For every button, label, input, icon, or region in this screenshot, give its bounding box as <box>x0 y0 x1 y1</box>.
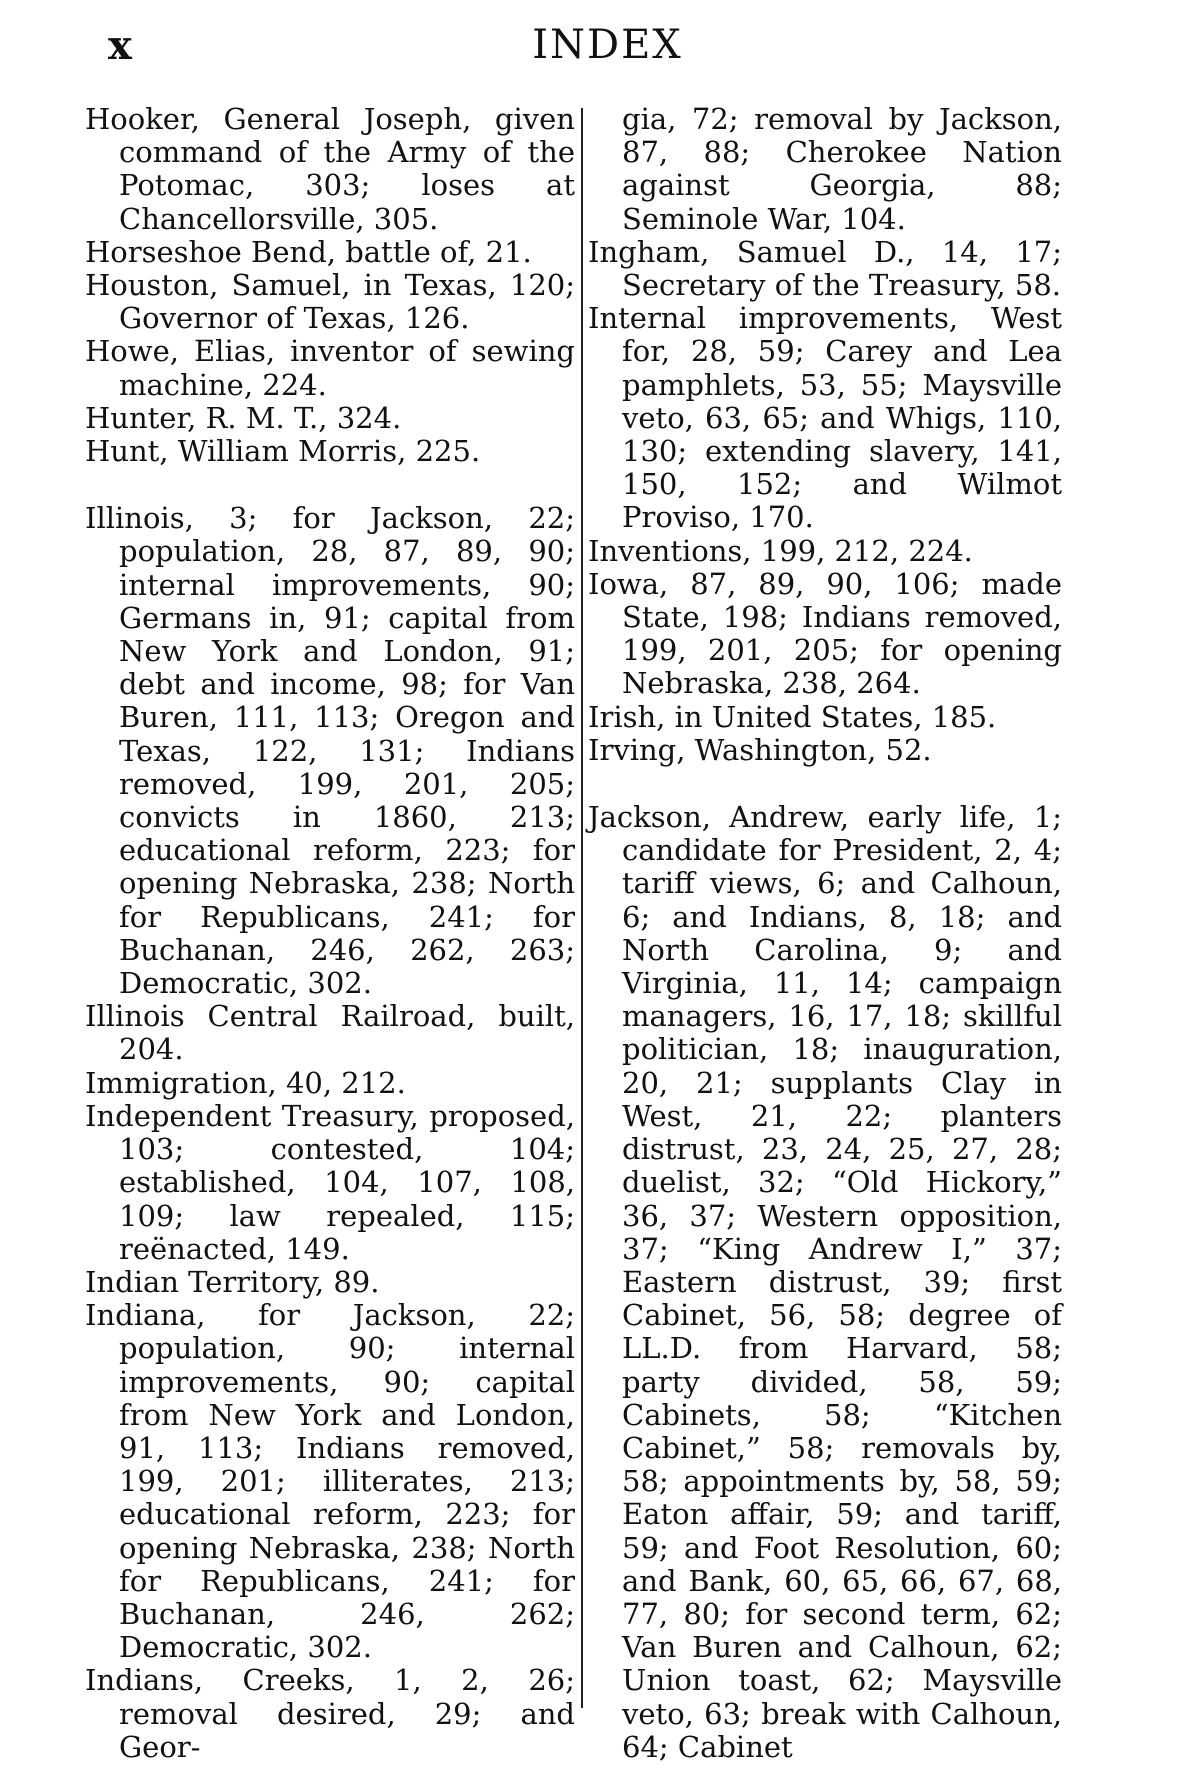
page-title: INDEX <box>532 22 683 68</box>
letter-gap <box>588 767 1062 801</box>
index-entry: Howe, Elias, inventor of sewing machine, 224. <box>85 334 575 402</box>
index-entry: Hunter, R. M. T., 324. <box>85 400 402 435</box>
index-entry: Illinois Central Railroad, built, 204. <box>85 999 575 1067</box>
index-entry: Irish, in United States, 185. <box>588 699 997 734</box>
index-entry: Jackson, Andrew, early life, 1; candidate for President, 2, 4; tariff views, 6; and Calhoun, 6; and Indians, 8, 18; and North Carolina, 9; and Virginia, 11, 14; campaign managers, 16, 17, 18; skillful politician, 18; inauguration, 20, 21; supplants Clay in West, 21, 22; planters distrust, 23, 24, 25, 27, 28; duelist, 32; “Old Hickory,” 36, 37; Western opposition, 37; “King Andrew I,” 37; Eastern distrust, 39; first Cabinet, 56, 58; degree of LL.D. from Harvard, 58; party divided, 58, 59; Cabinets, 58; “Kitchen Cabinet,” 58; removals by, 58; appointments by, 58, 59; Eaton affair, 59; and tariff, 59; and Foot Resolution, 60; and Bank, 60, 65, 66, 67, 68, 77, 80; for second term, 62; Van Buren and Calhoun, 62; Union toast, 62; Maysville veto, 63; break with Calhoun, 64; Cabinet <box>588 800 1062 1764</box>
index-entry: Indian Territory, 89. <box>85 1264 380 1299</box>
index-entry: Hunt, William Morris, 225. <box>85 434 481 469</box>
index-entry: Hooker, General Joseph, given command of the Army of the Potomac, 303; loses at Chancellorsville, 305. <box>85 102 575 236</box>
index-entry: Iowa, 87, 89, 90, 106; made State, 198; Indians removed, 199, 201, 205; for opening Nebraska, 238, 264. <box>588 566 1062 701</box>
index-column-right <box>588 103 1062 1764</box>
page-number: x <box>108 22 132 69</box>
index-entry: Internal improvements, West for, 28, 59; Carey and Lea pamphlets, 53, 55; Maysville veto, 63, 65; and Whigs, 110, 130; extending slavery, 141, 150, 152; and Wilmot Proviso, 170. <box>588 301 1062 535</box>
index-entry-continued: gia, 72; removal by Jackson, 87, 88; Cherokee Nation against Georgia, 88; Seminole War, 104. <box>622 102 1062 236</box>
index-column-left <box>85 103 575 1764</box>
column-divider <box>581 108 583 1708</box>
index-entry: Indians, Creeks, 1, 2, 26; removal desired, 29; and Geor- <box>85 1663 575 1764</box>
index-entry: Irving, Washington, 52. <box>588 732 932 767</box>
index-entry: Houston, Samuel, in Texas, 120; Governor of Texas, 126. <box>85 268 575 336</box>
index-entry: Independent Treasury, proposed, 103; contested, 104; established, 104, 107, 108, 109; law repealed, 115; reënacted, 149. <box>85 1098 575 1266</box>
index-entry: Horseshoe Bend, battle of, 21. <box>85 234 532 269</box>
index-entry: Ingham, Samuel D., 14, 17; Secretary of the Treasury, 58. <box>588 234 1062 303</box>
index-entry: Immigration, 40, 212. <box>85 1065 406 1100</box>
letter-gap <box>85 468 575 502</box>
index-entry: Indiana, for Jackson, 22; population, 90; internal improvements, 90; capital from New York and London, 91, 113; Indians removed, 199, 201; illiterates, 213; educational reform, 223; for opening Nebraska, 238; North for Republicans, 241; for Buchanan, 246, 262; Democratic, 302. <box>85 1298 575 1665</box>
index-entry: Illinois, 3; for Jackson, 22; population, 28, 87, 89, 90; internal improvements, 90; Germans in, 91; capital from New York and London, 91; debt and income, 98; for Van Buren, 111, 113; Oregon and Texas, 122, 131; Indians removed, 199, 201, 205; convicts in 1860, 213; educational reform, 223; for opening Nebraska, 238; North for Republicans, 241; for Buchanan, 246, 262, 263; Democratic, 302. <box>85 501 575 1001</box>
index-entry: Inventions, 199, 212, 224. <box>588 533 973 568</box>
